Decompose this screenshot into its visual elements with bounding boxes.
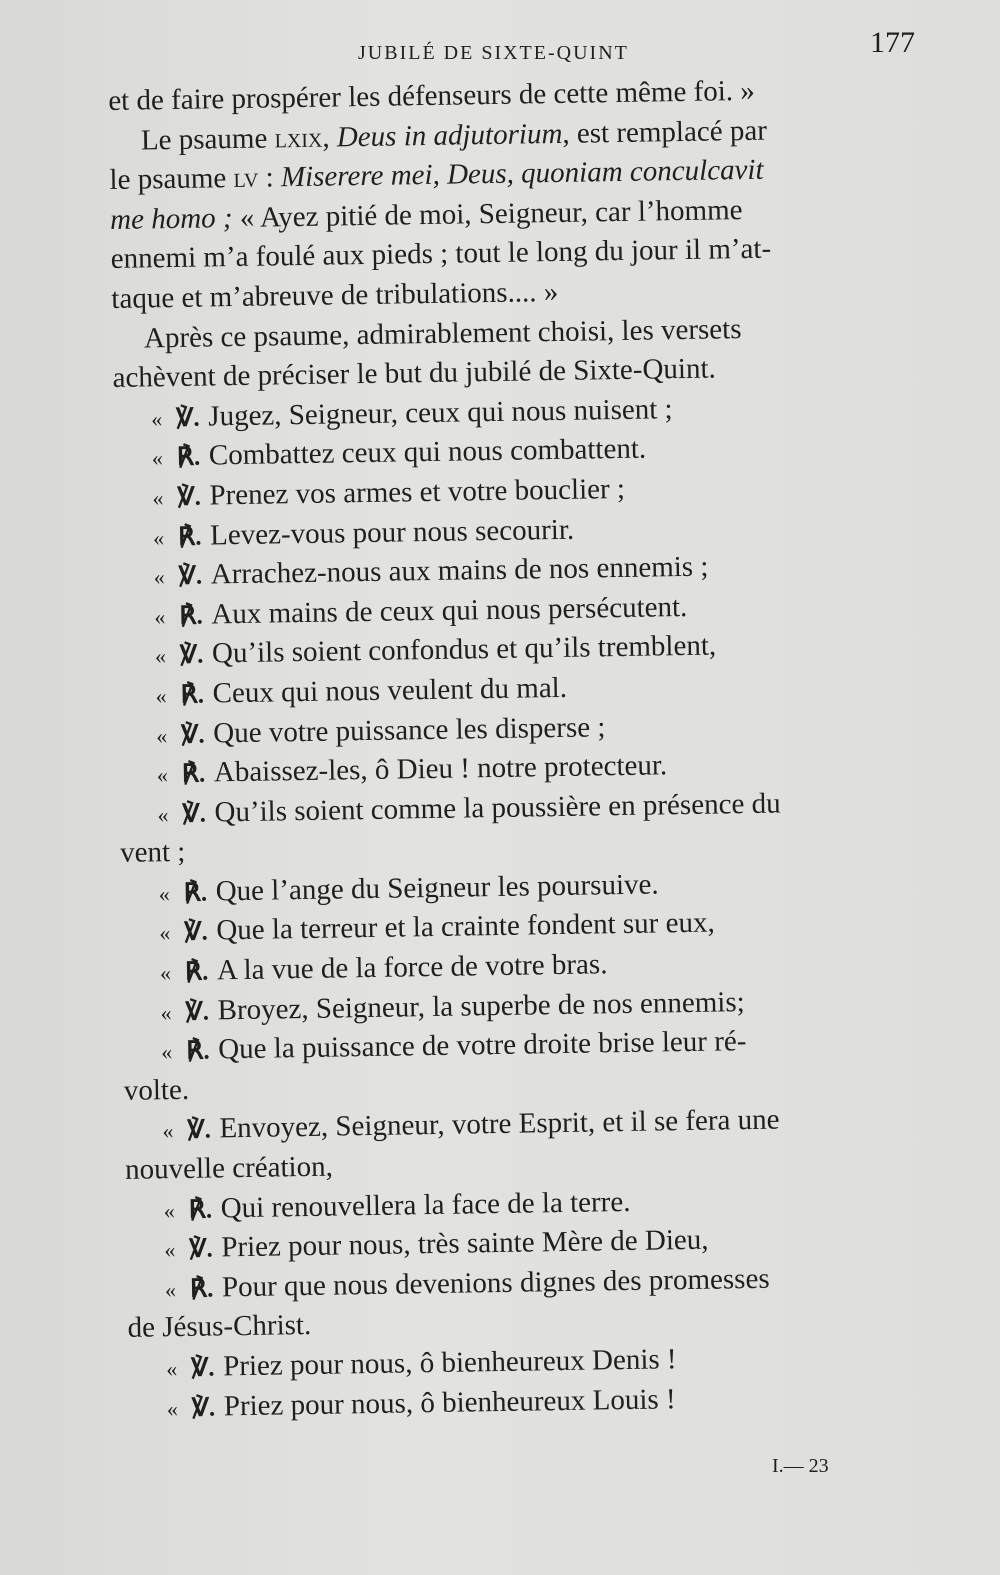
versicle-symbol: ℣.: [191, 1394, 216, 1422]
versicle-symbol: ℣.: [191, 1354, 215, 1382]
versicle-symbol: ℣.: [185, 998, 210, 1026]
verse-line: « ℣. Priez pour nous, très sainte Mère de Dieu,: [126, 1217, 957, 1270]
versicle-symbol: ℣.: [177, 483, 202, 511]
response-line: « ℟. Que l’ange du Seigneur les poursuive.: [120, 861, 951, 914]
page-number: 177: [870, 26, 915, 59]
text-line: Après ce psaume, admirablement choisi, les versets: [143, 312, 742, 355]
response-line: « ℟. Abaissez-les, ô Dieu ! notre protecteur.: [119, 742, 950, 795]
verse-line: « ℣. Que la terreur et la crainte fondent sur eux,: [121, 900, 952, 953]
response-line: « ℟. Ceux qui nous veulent du mal.: [117, 663, 948, 716]
response-line: « ℟. Pour que nous devenions dignes des promesses: [127, 1257, 958, 1310]
response-symbol: ℟.: [176, 443, 201, 472]
verse-line: « ℣. Que votre puissance les disperse ;: [118, 702, 949, 755]
text-line: achèvent de préciser le but du jubilé de Sixte-Quint.: [112, 352, 717, 395]
versicle-symbol: ℣.: [176, 404, 200, 432]
text-line: Le psaume lxix, Deus in adjutorium, est remplacé par: [140, 114, 768, 157]
response-symbol: ℟.: [183, 879, 208, 907]
versicle-symbol: ℣.: [189, 1235, 213, 1264]
verse-line: « ℣. Qu’ils soient comme la poussière en présence du: [119, 782, 950, 835]
page-body: [108, 69, 959, 1428]
text-line: et de faire prospérer les défenseurs de cette même foi. »: [108, 74, 756, 117]
text-line: me homo ; « Ayez pitié de moi, Seigneur, car l’homme: [109, 193, 743, 236]
printer-signature: I.— 23: [772, 1455, 829, 1477]
response-line: « ℟. Levez-vous pour nous secourir.: [115, 504, 946, 557]
verse-line: « ℣. Jugez, Seigneur, ceux qui nous nuisent ;: [113, 386, 944, 439]
response-line: « ℟. Aux mains de ceux qui nous persécutent.: [116, 584, 947, 637]
running-title: JUBILÉ DE SIXTE-QUINT: [358, 42, 629, 64]
response-symbol: ℟.: [184, 958, 209, 986]
versicle-symbol: ℣.: [181, 721, 205, 749]
verse-line: « ℣. Prenez vos armes et votre bouclier ;: [114, 465, 945, 518]
text-line: le psaume lv : Miserere mei, Deus, quoniam conculcavit: [109, 153, 764, 197]
verse-line: « ℣. Qu’ils soient confondus et qu’ils tremblent,: [117, 623, 948, 676]
versicle-symbol: ℣.: [187, 1116, 212, 1145]
response-symbol: ℟.: [189, 1275, 214, 1303]
versicle-symbol: ℣.: [182, 800, 207, 828]
response-line: « ℟. Qui renouvellera la face de la terre.: [125, 1177, 956, 1230]
verse-line: « ℣. Arrachez-nous aux mains de nos ennemis ;: [115, 544, 946, 597]
verse-line: « ℣. Priez pour nous, ô bienheureux Louis !: [129, 1375, 960, 1428]
verse-line: « ℣. Envoyez, Seigneur, votre Esprit, et il se fera une: [124, 1098, 955, 1151]
response-symbol: ℟.: [180, 681, 205, 709]
response-symbol: ℟.: [188, 1196, 213, 1224]
continuation-line: de Jésus-Christ.: [127, 1309, 312, 1345]
verse-line: « ℣. Broyez, Seigneur, la superbe de nos ennemis;: [122, 980, 953, 1033]
response-line: « ℟. Combattez ceux qui nous combattent.: [114, 425, 945, 478]
versicle-symbol: ℣.: [179, 641, 204, 670]
versicle-symbol: ℣.: [184, 919, 208, 947]
response-symbol: ℟.: [177, 523, 202, 551]
response-symbol: ℟.: [179, 602, 203, 630]
versicle-symbol: ℣.: [178, 562, 203, 591]
continuation-line: vent ;: [119, 836, 186, 870]
response-symbol: ℟.: [181, 760, 206, 789]
response-line: « ℟. Que la puissance de votre droite brise leur ré-: [123, 1019, 954, 1072]
text-line: ennemi m’a foulé aux pieds ; tout le long du jour il m’at-: [110, 232, 772, 276]
continuation-line: nouvelle création,: [124, 1150, 334, 1186]
text-line: taque et m’abreuve de tribulations.... »: [111, 275, 559, 315]
response-line: « ℟. A la vue de la force de votre bras.: [122, 940, 953, 993]
continuation-line: volte.: [123, 1073, 190, 1107]
response-symbol: ℟.: [186, 1037, 210, 1066]
verse-line: « ℣. Priez pour nous, ô bienheureux Denis !: [128, 1336, 959, 1389]
